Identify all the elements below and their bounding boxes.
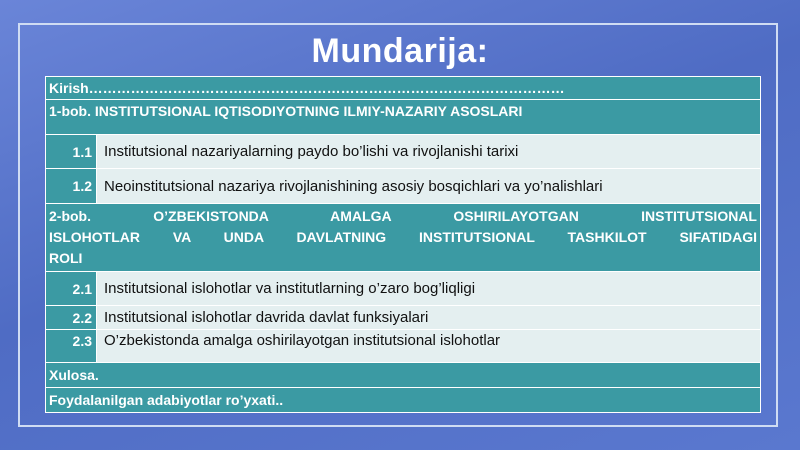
- toc-conclusion-label: Xulosa.: [49, 367, 99, 383]
- toc-references: [46, 388, 760, 412]
- toc-intro: [46, 77, 760, 100]
- toc-item-text: Institutsional islohotlar va institutlarning o’zaro bog’liqligi: [96, 272, 760, 305]
- toc-item-text: Institutsional nazariyalarning paydo bo’lishi va rivojlanishi tarixi: [96, 135, 760, 168]
- chapter-2-line-1-text: 2-bob. O’ZBEKISTONDA AMALGA OSHIRILAYOTGAN INSTITUTSIONAL: [49, 208, 757, 224]
- page-title: Mundarija:: [311, 32, 489, 70]
- toc-chapter-2: [46, 204, 760, 272]
- toc-references-label: Foydalanilgan adabiyotlar ro’yxati..: [49, 392, 284, 408]
- toc-item-2-2: [46, 306, 760, 330]
- toc-item-2-3: [46, 330, 760, 363]
- toc-item-1-2: [46, 169, 760, 204]
- toc-item-number: 2.1: [46, 272, 96, 305]
- toc-chapter-1-label: 1-bob. INSTITUTSIONAL IQTISODIYOTNING ILMIY-NAZARIY ASOSLARI: [49, 103, 523, 119]
- table-of-contents: [45, 76, 761, 413]
- toc-item-number: 2.3: [46, 330, 96, 362]
- chapter-2-line-3-text: ROLI: [49, 250, 83, 266]
- toc-chapter-2-line-3: [49, 248, 757, 269]
- toc-chapter-2-line-1: [49, 206, 757, 227]
- toc-chapter-1: [46, 100, 760, 135]
- toc-conclusion: [46, 363, 760, 388]
- toc-item-number: 1.1: [46, 135, 96, 168]
- toc-item-number: 1.2: [46, 169, 96, 203]
- toc-item-1-1: [46, 135, 760, 169]
- chapter-2-line-2-text: ISLOHOTLAR VA UNDA DAVLATNING INSTITUTSIONAL TASHKILOT SIFATIDAGI: [49, 229, 757, 245]
- toc-item-number: 2.2: [46, 306, 96, 329]
- toc-item-text: Institutsional islohotlar davrida davlat funksiyalari: [96, 306, 760, 329]
- toc-item-text: Neoinstitutsional nazariya rivojlanishining asosiy bosqichlari va yo’nalishlari: [96, 169, 760, 203]
- toc-chapter-2-line-2: [49, 227, 757, 248]
- toc-item-text: O’zbekistonda amalga oshirilayotgan institutsional islohotlar: [96, 330, 760, 362]
- toc-intro-label: Kirish…………………………………………………………………………………………: [49, 80, 565, 96]
- toc-item-2-1: [46, 272, 760, 306]
